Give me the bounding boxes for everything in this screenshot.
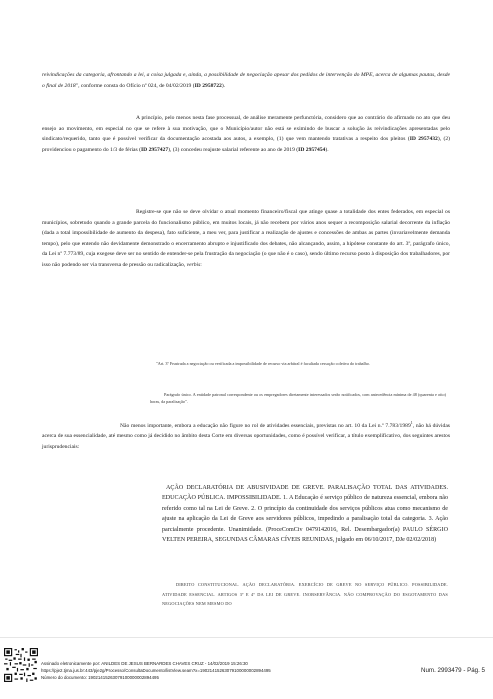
law-quote-paragraph: Parágrafo único. A entidade patronal correspondente ou os empregadores diretamente interessados serão notificados, com antecedência mínima de 48 (quarenta e oito) horas, da paralisação".	[150, 392, 446, 405]
document-number: Número do documento: 19021415263079100000002894495	[41, 675, 159, 680]
jurisprudence-ementa: AÇÃO DECLARATÓRIA DE ABUSIVIDADE DE GREVE. PARALISAÇÃO TOTAL DAS ATIVIDADES. EDUCAÇÃO PÚBLICA. IMPOSSIBILIDADE. 1. A Educação é serviço público de natureza essencial, embora não referido como tal na Lei de Greve. 2. O princípio da continuidade dos serviços públicos atua como mecanismo de ajuste na aplicação da Lei de Greve aos servidores públicos, impedindo a paralisação total da categoria. 3. Ação parcialmente procedente. Unanimidade. (ProceComCiv 0479142016, Rel. Desembargador(a) PAULO SÉRGIO VELTEN PEREIRA, SEGUNDAS CÂMARAS CÍVEIS REUNIDAS, julgado em 06/10/2017, DJe 02/02/2018)	[162, 485, 448, 544]
paragraph-education: Não menos importante, embora a educação não figure no rol de atividades essenciais, previstas no art. 10 da Lei n.º 7.783/1989$^1$, não há dúvidas acerca de sua essencialidade, até mesmo como já decidido no âmbito desta Corte em diversas oportunidades, como é possível verificar, a título exemplificativo, dos seguintes arestos jurisprudenciais:	[42, 420, 450, 451]
signature-line: Assinado eletronicamente por: ANILDES DE JESUS BERNARDES CHAVES CRUZ - 14/02/2019 15:26:30	[41, 661, 248, 666]
page-number: Num. 2993479 - Pág. 5	[421, 667, 485, 674]
paragraph-principle: A princípio, pelo menos nesta fase processual, de análise meramente perfunctória, considero que ao contrário do afirmado no ato que deu ensejo ao movimento, em especial no que se refere à sua motivação, que o Município/autor não está se eximindo de buscar a solução às reivindicações apresentadas pelo sindicato/requerido, tanto que é possível verificar da documentação acostada aos autos, a exemplo, (1) que vem mantendo tratativas a respeito dos pleitos (ID 2957432), (2) providenciou o pagamento do 1/3 de férias (ID 2957427), (3) concedeu reajuste salarial referente ao ano de 2019 (ID 2957454).	[42, 115, 450, 153]
paragraph-financial-moment: Registre-se que não se deve olvidar o atual momento financeiro/fiscal que atinge quase a totalidade dos entes federados, em especial os municípios, sobretudo quando a grande parcela do funcionalismo público, em muitos locais, já não recebem por vários anos sequer a recomposição salarial decorrente da inflação (dada a total impossibilidade de aumento da despesa), fato suficiente, a meu ver, para justificar a realização de ajustes e concessões de ambas as partes (invariavelmente demanda tempo), pelo que entendo não devidamente demonstrado o encerramento abrupto e injustificado dos debates, não alcançando, assim, a hipótese constante do art. 3º, parágrafo único, da Lei nº 7.773/89, cuja exegese deve ser no sentido de entender-se pela frustração da negociação (o que não é o caso), sendo último recurso posto à disposição dos trabalhadores, por isso não podendo ser via transversa de pressão ou radicalização, verbis:	[42, 209, 450, 268]
footer-divider	[0, 637, 493, 638]
jurisprudence-second-ementa: DIREITO CONSTITUCIONAL. AÇÃO DECLARATÓRIA. EXERCÍCIO DE GREVE NO SERVIÇO PÚBLICO. POSSIBILIDADE. ATIVIDADE ESSENCIAL. ARTIGOS 3º E 4º DA LEI DE GREVE. INOBSERVÂNCIA. NÃO COMPROVAÇÃO DO ESGOTAMENTO DAS NEGOCIAÇÕES NEM MESMO DO	[162, 582, 448, 607]
document-url[interactable]: https://pje2.tjma.jus.br:443/pje2g/Processo/ConsultaDocumento/listView.seam?x=19021415263079100000002894495	[41, 668, 271, 673]
paragraph-quote-end: reivindicações da categoria, afrontando a lei, a coisa julgada e, ainda, a possibilidade de negociação apesar dos pedidos de intervenção do MPE, acerca de algumas pautas, desde o final de 2018", conforme consta do Ofício nº 024, de 04/02/2019 (ID 2958722).	[42, 72, 450, 89]
qr-code-icon	[4, 648, 38, 682]
law-quote-article: "Art. 3º Frustrada a negociação ou verificada a impossibilidade de recurso via arbitral é facultada cessação coletiva do trabalho.	[156, 361, 370, 366]
